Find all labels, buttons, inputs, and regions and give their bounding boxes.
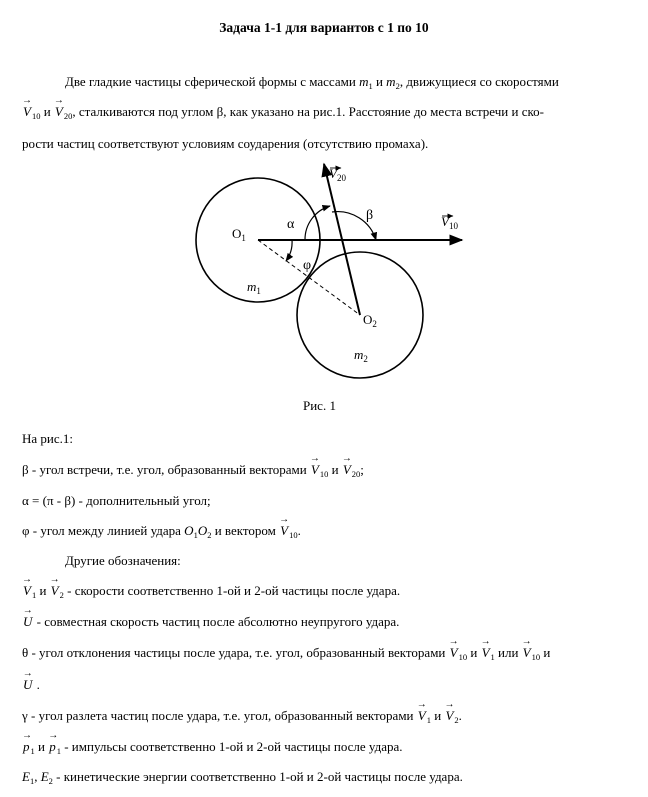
vector-p1-second: → p — [48, 739, 57, 755]
vector-v10: → V — [310, 462, 320, 478]
def-energy: $E_1$, $E_2$ - кинетические энергии соответственно 1-ой и 2-ой частицы после удара. — [22, 769, 463, 786]
label-m2: $m_2$ — [354, 347, 368, 364]
intro-line-2: → $V_{10}$ $и \to V_{20}$, сталкиваются под углом β, как указано на рис.1. Расстояние до места встречи и ско- — [22, 104, 544, 120]
vector-v2: → V — [50, 583, 60, 599]
label-m1: $m_1$ — [247, 279, 261, 296]
intro-line-1: Две гладкие частицы сферической формы с массами $m_1$ и $m_2$, движущиеся со скоростями — [65, 74, 559, 91]
vector-v1: → V — [481, 645, 491, 661]
label-o1: $O_1$ — [232, 226, 246, 243]
vector-v10: → V — [449, 645, 459, 661]
defs-header: На рис.1: — [22, 431, 73, 446]
def-phi: φ - угол между линией удара $O_1O_2$ и вектором → $V_{10}$. — [22, 523, 301, 539]
vector-v2: → V — [444, 708, 454, 724]
vector-u: → U — [22, 677, 33, 693]
vector-v20: → V — [54, 104, 64, 120]
figure-caption: Рис. 1 — [303, 398, 336, 413]
label-beta: β — [366, 208, 374, 223]
svg-text:V20: $V_{20}$ — [329, 166, 346, 183]
label-o2: $O_2$ — [363, 312, 377, 329]
def-theta-cont: → U . — [22, 677, 40, 693]
label-v20 — [329, 166, 346, 183]
vector-v10: → V — [22, 104, 32, 120]
def-momentum: → $p_1$ $и \to p_1$ - импульсы соответственно 1-ой и 2-ой частицы после удара. — [22, 739, 403, 755]
def-gamma: γ - угол разлета частиц после удара, т.е. угол, образованный векторами → $V_1$ $и \to V_2$. — [22, 708, 462, 724]
label-alpha: α — [287, 217, 295, 232]
vector-v1: → V — [22, 583, 32, 599]
page-title: Задача 1-1 для вариантов с 1 по 10 — [219, 20, 429, 35]
vector-u: → U — [22, 614, 33, 630]
label-phi: φ — [303, 258, 312, 273]
def-beta: β - угол встречи, т.е. угол, образованный векторами → $V_{10}$ $и \to V_{20}$; — [22, 462, 364, 478]
vector-v1: → V — [417, 708, 427, 724]
intro-line-3: рости частиц соответствуют условиям соударения (отсутствию промаха). — [22, 136, 429, 151]
other-notations: Другие обозначения: — [65, 553, 181, 568]
def-u: → U - совместная скорость частиц после абсолютно неупругого удара. — [22, 614, 399, 630]
def-theta: θ - угол отклонения частицы после удара, т.е. угол, образованный векторами → $V_{10}$ $и \to V_1$ или → $V_{10}$ и — [22, 645, 550, 661]
vector-p1: → p — [22, 739, 31, 755]
vector-v10: → V — [522, 645, 532, 661]
def-v1-v2: → $V_1$ $и \to V_2$ - скорости соответственно 1-ой и 2-ой частицы после удара. — [22, 583, 400, 599]
vector-v10: → V — [279, 523, 289, 539]
vector-v20: → V — [342, 462, 352, 478]
label-v10 — [441, 214, 458, 231]
svg-text:V10: $V_{10}$ — [441, 214, 458, 231]
def-alpha: α = (π - β) - дополнительный угол; — [22, 493, 211, 508]
phi-arc — [286, 240, 292, 261]
